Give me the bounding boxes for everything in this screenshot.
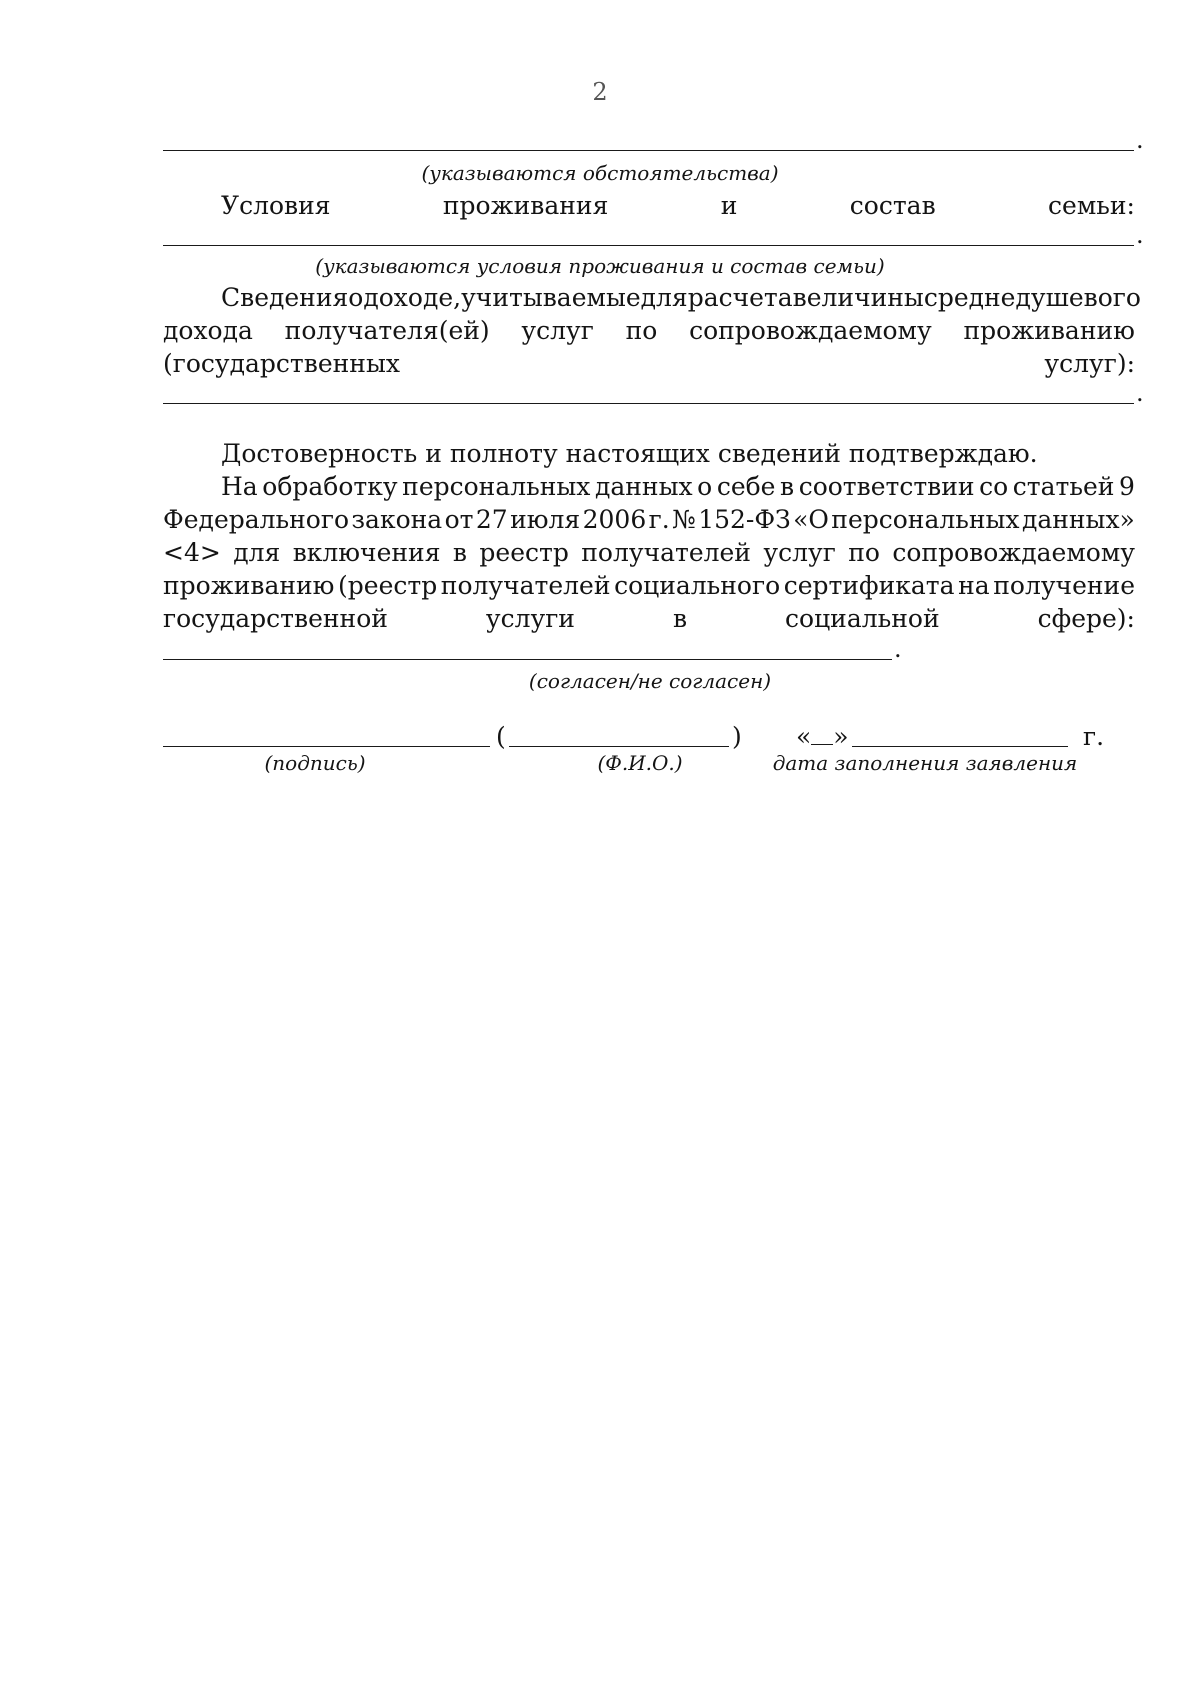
consent-line-2: Федерального закона от 27 июля 2006 г. № 152-ФЗ «О персональных данных» [163, 505, 1135, 534]
family-field-line[interactable] [163, 245, 1134, 246]
income-line-2: дохода получателя(ей) услуг по сопровождаемому проживанию [163, 316, 1135, 345]
word: и [720, 191, 738, 220]
period-mark: . [894, 635, 902, 663]
signature-caption: (подпись) [264, 751, 366, 775]
period-mark: . [1136, 221, 1144, 249]
open-paren: ( [496, 722, 506, 751]
word: проживания [442, 191, 609, 220]
name-field-line[interactable] [509, 746, 729, 747]
income-line-1: Сведения о доходе, учитываемые для расчета величины среднедушевого [221, 283, 1141, 312]
consent-line-5: государственной услуги в социальной сфере): [163, 604, 1135, 633]
name-caption: (Ф.И.О.) [597, 751, 683, 775]
day-blank[interactable] [811, 744, 833, 745]
word: семьи: [1048, 191, 1135, 220]
consent-caption: (согласен/не согласен) [528, 669, 772, 693]
date-caption: дата заполнения заявления [772, 751, 1078, 775]
word: Условия [221, 191, 331, 220]
income-line-3: (государственных услуг): [163, 349, 1135, 378]
consent-line-1: На обработку персональных данных о себе в соответствии со статьей 9 [221, 472, 1135, 501]
period-mark: . [1136, 126, 1144, 154]
consent-line-3: <4> для включения в реестр получателей услуг по сопровождаемому [163, 538, 1135, 567]
period-mark: . [1136, 379, 1144, 407]
close-paren: ) [732, 722, 742, 751]
page-number: 2 [592, 78, 608, 106]
consent-line-4: проживанию (реестр получателей социального сертификата на получение [163, 571, 1135, 600]
confirmation-text: Достоверность и полноту настоящих сведений подтверждаю. [221, 439, 1038, 468]
signature-field-line[interactable] [163, 746, 490, 747]
date-month-year-field-line[interactable] [852, 746, 1068, 747]
date-day-field[interactable]: « » [796, 722, 849, 751]
income-field-line[interactable] [163, 403, 1134, 404]
word: состав [849, 191, 936, 220]
year-suffix: г. [1083, 722, 1105, 751]
circumstances-caption: (указываются обстоятельства) [421, 161, 779, 185]
circumstances-field-line[interactable] [163, 150, 1134, 151]
consent-field-line[interactable] [163, 659, 892, 660]
family-caption: (указываются условия проживания и состав семьи) [315, 254, 885, 278]
family-heading-row [221, 193, 1135, 218]
